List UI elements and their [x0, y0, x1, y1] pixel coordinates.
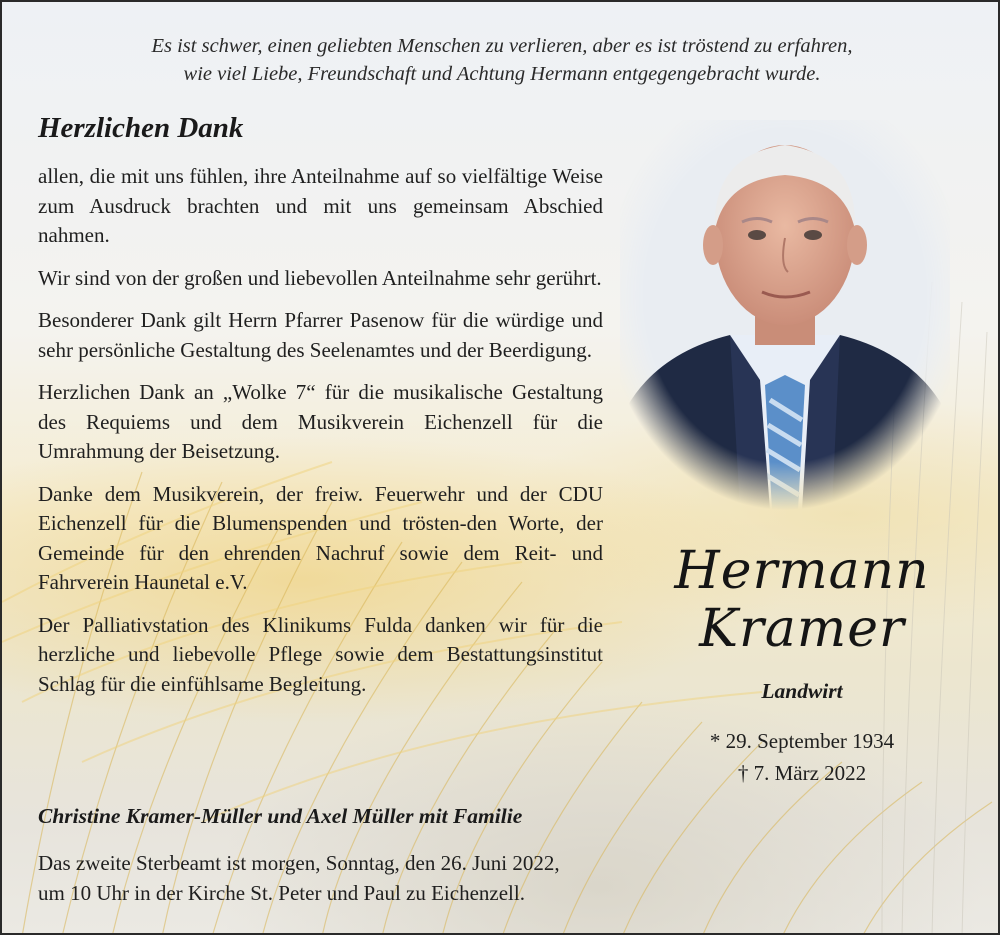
paragraph-gratitude: Wir sind von der großen und liebevollen Anteilnahme sehr gerührt. — [38, 265, 602, 290]
quote-line-1: Es ist schwer, einen geliebten Menschen zu verlieren, aber es ist tröstend zu erfahren, — [151, 35, 853, 57]
paragraph-music: Herzlichen Dank an „Wolke 7“ für die musikalische Gestaltung des Requiems und dem Musikverein Eichenzell für die Umrahmung der Beisetzung. — [38, 380, 603, 463]
last-name: Kramer — [699, 599, 905, 659]
memorial-notice — [38, 849, 718, 908]
deceased-name — [642, 542, 962, 658]
paragraph-care: Der Palliativstation des Klinikums Fulda danken wir für die herzliche und liebevolle Pflege sowie dem Bestattungsinstitut Schlag für die einfühlsame Begleitung. — [38, 612, 603, 696]
paragraph-intro: allen, die mit uns fühlen, ihre Anteilnahme auf so vielfältige Weise zum Ausdruck brachten und mit uns gemeinsam Abschied nahmen. — [38, 164, 603, 247]
thanks-heading: Herzlichen Dank — [38, 112, 244, 144]
notice-line-2: um 10 Uhr in der Kirche St. Peter und Paul zu Eichenzell. — [38, 880, 525, 905]
paragraph-associations: Danke dem Musikverein, der freiw. Feuerwehr und der CDU Eichenzell für die Blumenspenden und trösten-den Worte, der Gemeinde für den ehrenden Nachruf sowie dem Reit- und Fahrverein Haunetal e.V. — [38, 481, 603, 594]
quote-line-2: wie viel Liebe, Freundschaft und Achtung Hermann entgegengebracht wurde. — [183, 63, 821, 85]
death-date: † 7. März 2022 — [737, 761, 867, 785]
life-dates — [642, 725, 962, 789]
first-name: Hermann — [674, 541, 930, 601]
birth-date: * 29. September 1934 — [709, 729, 895, 753]
thanks-body — [38, 162, 603, 712]
family-signature: Christine Kramer-Müller und Axel Müller mit Familie — [38, 804, 523, 828]
portrait-photo — [620, 120, 950, 510]
paragraph-pastor: Besonderer Dank gilt Herrn Pfarrer Pasenow für die würdige und sehr persönliche Gestaltung des Seelenamtes und der Beerdigung. — [38, 308, 603, 362]
profession: Landwirt — [761, 679, 843, 703]
quote — [42, 32, 962, 88]
notice-line-1: Das zweite Sterbeamt ist morgen, Sonntag, den 26. Juni 2022, — [38, 851, 560, 875]
